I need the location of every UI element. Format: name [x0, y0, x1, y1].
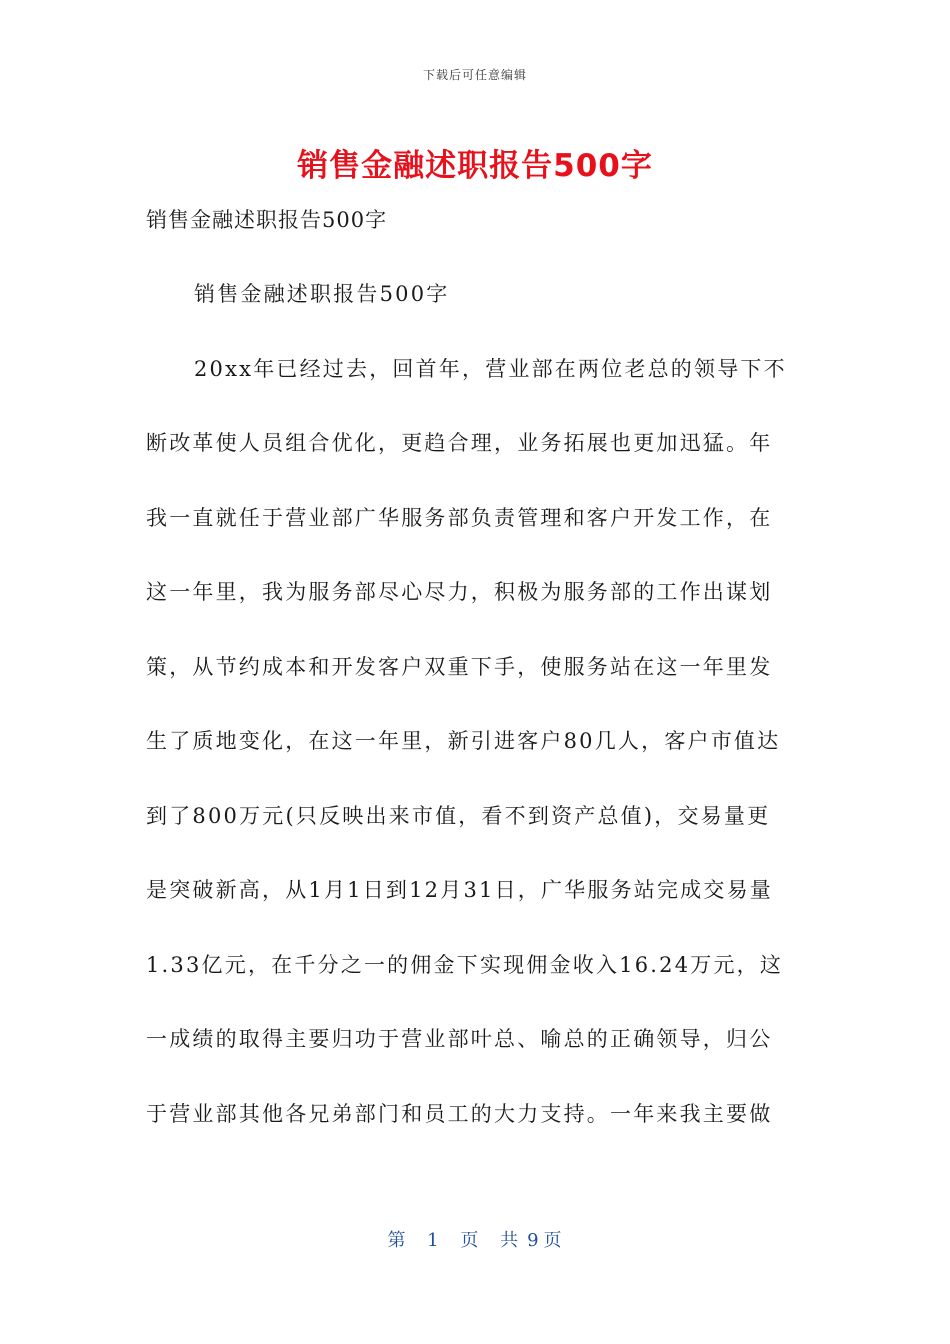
- body-line: 一成绩的取得主要归功于营业部叶总、喻总的正确领导，归公: [146, 1027, 773, 1051]
- header-note: 下载后可任意编辑: [422, 68, 527, 82]
- body-line: 到了800万元(只反映出来市值，看不到资产总值)，交易量更: [146, 803, 771, 828]
- document-subtitle: 销售金融述职报告500字: [146, 208, 388, 232]
- body-line: 生了质地变化，在这一年里，新引进客户80几人，客户市值达: [146, 729, 781, 753]
- body-line: 销售金融述职报告500字: [194, 282, 450, 306]
- body-line: 策，从节约成本和开发客户双重下手，使服务站在这一年里发: [146, 654, 773, 679]
- document-title: 销售金融述职报告500字: [297, 148, 653, 184]
- page-label-suffix: 页: [543, 1230, 563, 1251]
- page-total: 9: [527, 1230, 540, 1251]
- body-line: 是突破新高，从1月1日到12月31日，广华服务站完成交易量: [146, 878, 773, 902]
- body-line: 20xx年已经过去，回首年，营业部在两位老总的领导下不: [194, 356, 787, 381]
- body-line: 断改革使人员组合优化，更趋合理，业务拓展也更加迅猛。年: [146, 431, 773, 455]
- page-label-mid: 页: [460, 1230, 480, 1251]
- body-line: 1.33亿元，在千分之一的佣金下实现佣金收入16.24万元，这: [146, 952, 784, 977]
- body-line: 我一直就任于营业部广华服务部负责管理和客户开发工作，在: [146, 505, 773, 530]
- page-label-total-prefix: 共: [500, 1230, 520, 1251]
- body-line: 这一年里，我为服务部尽心尽力，积极为服务部的工作出谋划: [146, 580, 773, 604]
- page-current: 1: [427, 1230, 440, 1251]
- page-footer: [0, 1226, 950, 1252]
- body-line: 于营业部其他各兄弟部门和员工的大力支持。一年来我主要做: [146, 1101, 773, 1126]
- page-label-prefix: 第: [387, 1230, 407, 1251]
- document-body: [146, 270, 806, 1164]
